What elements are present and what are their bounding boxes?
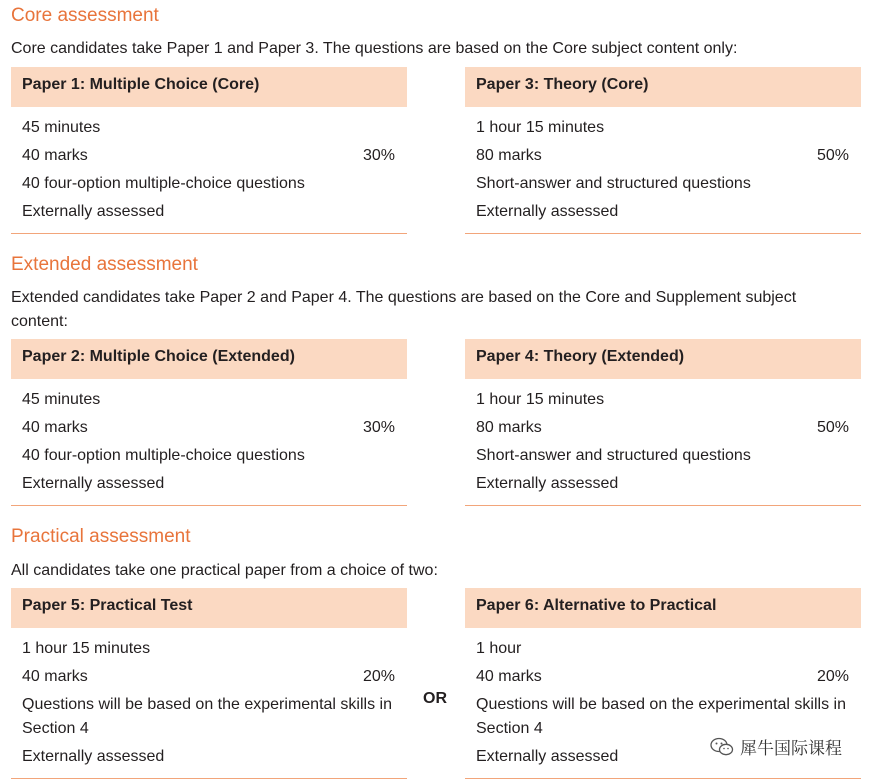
paper-4-card [465, 339, 861, 506]
paper-1-weight: 30% [362, 147, 395, 164]
core-intro: Core candidates take Paper 1 and Paper 3. The questions are based on the Core subject content only: [11, 40, 738, 57]
paper-2-weight: 30% [362, 419, 395, 436]
watermark-text: 犀牛国际课程 [740, 739, 842, 758]
wechat-icon [710, 737, 734, 757]
paper-4-weight: 50% [816, 419, 849, 436]
paper-2-assessed: Externally assessed [22, 475, 165, 492]
paper-6-weight: 20% [816, 668, 849, 685]
paper-6-questions: Questions will be based on the experimental skills in Section 4 [476, 696, 846, 737]
paper-1-questions: 40 four-option multiple-choice questions [22, 175, 305, 192]
extended-intro: Extended candidates take Paper 2 and Paper 4. The questions are based on the Core and Supplement subject content: [11, 289, 797, 330]
paper-1-title: Paper 1: Multiple Choice (Core) [11, 67, 407, 107]
paper-1-duration: 45 minutes [22, 119, 101, 136]
paper-5-title: Paper 5: Practical Test [11, 588, 407, 628]
paper-3-duration: 1 hour 15 minutes [476, 119, 605, 136]
paper-1-card [11, 67, 407, 234]
paper-2-marks: 40 marks [22, 419, 88, 436]
paper-1-marks: 40 marks [22, 147, 88, 164]
core-section-title: Core assessment [11, 5, 159, 26]
practical-section-title: Practical assessment [11, 526, 191, 547]
paper-4-assessed: Externally assessed [476, 475, 619, 492]
extended-section-title: Extended assessment [11, 254, 198, 275]
paper-2-card [11, 339, 407, 506]
or-label: OR [423, 690, 447, 707]
paper-4-duration: 1 hour 15 minutes [476, 391, 605, 408]
paper-3-card [465, 67, 861, 234]
paper-2-duration: 45 minutes [22, 391, 101, 408]
paper-2-questions: 40 four-option multiple-choice questions [22, 447, 305, 464]
watermark [710, 734, 842, 759]
paper-1-assessed: Externally assessed [22, 203, 165, 220]
paper-6-duration: 1 hour [476, 640, 522, 657]
paper-5-assessed: Externally assessed [22, 748, 165, 765]
paper-5-weight: 20% [362, 668, 395, 685]
paper-3-marks: 80 marks [476, 147, 542, 164]
paper-3-assessed: Externally assessed [476, 203, 619, 220]
paper-5-card [11, 588, 407, 779]
paper-3-weight: 50% [816, 147, 849, 164]
paper-6-assessed: Externally assessed [476, 748, 619, 765]
paper-3-title: Paper 3: Theory (Core) [465, 67, 861, 107]
practical-intro: All candidates take one practical paper from a choice of two: [11, 562, 438, 579]
paper-6-title: Paper 6: Alternative to Practical [465, 588, 861, 628]
paper-6-marks: 40 marks [476, 668, 542, 685]
paper-5-marks: 40 marks [22, 668, 88, 685]
paper-3-questions: Short-answer and structured questions [476, 175, 751, 192]
paper-5-duration: 1 hour 15 minutes [22, 640, 151, 657]
paper-2-title: Paper 2: Multiple Choice (Extended) [11, 339, 407, 379]
paper-4-marks: 80 marks [476, 419, 542, 436]
paper-4-title: Paper 4: Theory (Extended) [465, 339, 861, 379]
paper-4-questions: Short-answer and structured questions [476, 447, 751, 464]
paper-5-questions: Questions will be based on the experimental skills in Section 4 [22, 696, 392, 737]
